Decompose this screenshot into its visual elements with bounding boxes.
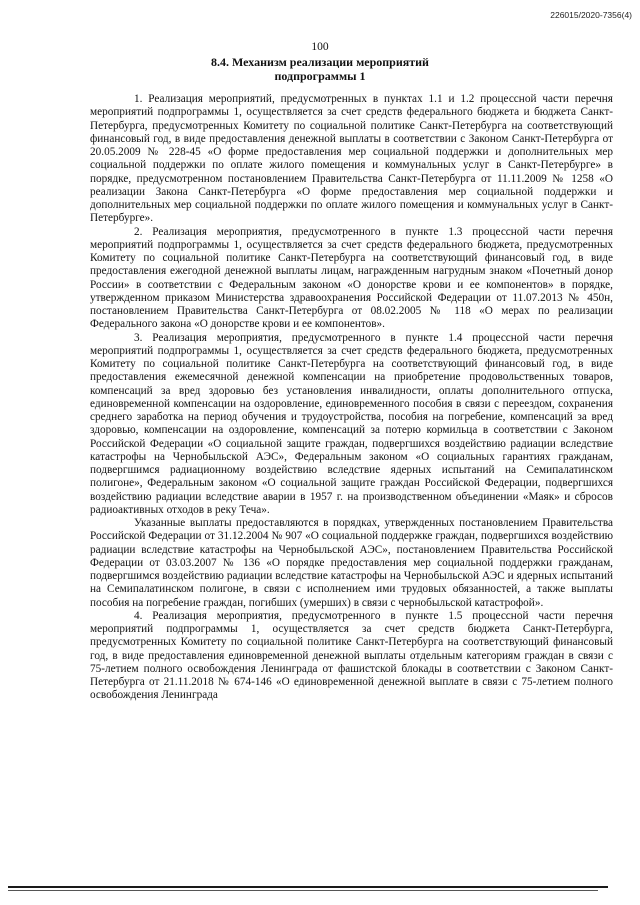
section-title-line-2: подпрограммы 1 — [274, 69, 366, 83]
section-title-line-1: 8.4. Механизм реализации мероприятий — [211, 55, 429, 69]
page-number: 100 — [311, 41, 329, 53]
document-body — [90, 93, 613, 703]
scan-edge-line — [8, 886, 608, 888]
paragraph-3-continuation: Указанные выплаты предоставляются в порядках, утвержденных постановлением Правительства Российской Федерации от 31.12.2004 № 907 «О социальной поддержке граждан, подвергшихся воздействию радиации вследствие катастрофы на Чернобыльской АЭС», постановлением Правительства Российской Федерации от 03.03.2007 № 136 «О порядке предоставления мер социальной поддержки гражданам, подвергшимся воздействию радиации вследствие катастрофы на Чернобыльской АЭС и ядерных испытаний на Семипалатинском полигоне, в связи с исполнением ими трудовых обязанностей, а также выплаты пособия на погребение граждан, погибших (умерших) в связи с чернобыльской катастрофой». — [90, 517, 613, 609]
document-registration-number: 226015/2020-7356(4) — [550, 10, 632, 20]
paragraph-3: 3. Реализация мероприятия, предусмотренного в пункте 1.4 процессной части перечня мероприятий подпрограммы 1, осуществляется за счет средств федерального бюджета, предусмотренных Комитету по социальной политике Санкт-Петербурга на соответствующий финансовый год, в виде предоставления ежемесячной денежной компенсации на приобретение продовольственных товаров, компенсаций за вред здоровью без установления инвалидности, оплаты дополнительного отпуска, единовременной компенсации на оздоровление, единовременного пособия в связи с переездом, сохранения среднего заработка на период обучения и трудоустройства, пособия на погребение, компенсаций за вред здоровью, компенсации на оздоровление, компенсаций за потерю кормильца в соответствии с Законом Российской Федерации «О социальной защите граждан, подвергшихся воздействию радиации вследствие катастрофы на Чернобыльской АЭС», Федеральным законом «О социальных гарантиях гражданам, подвергшимся радиационному воздействию вследствие ядерных испытаний на Семипалатинском полигоне», Федеральным законом «О социальной защите граждан Российской Федерации, подвергшихся воздействию радиации вследствие аварии в 1957 г. на производственном объединении «Маяк» и сбросов радиоактивных отходов в реку Теча». — [90, 331, 613, 516]
scan-edge-line-thin — [8, 890, 598, 891]
paragraph-1: 1. Реализация мероприятий, предусмотренных в пунктах 1.1 и 1.2 процессной части перечня мероприятий подпрограммы 1, осуществляется за счет средств федерального бюджета и бюджета Санкт-Петербурга, предусмотренных Комитету по социальной политике Санкт-Петербурга на соответствующий финансовый год, в виде предоставления денежной выплаты в соответствии с Законом Санкт-Петербурга от 20.05.2009 № 228-45 «О форме предоставления мер социальной поддержки и дополнительных мер социальной поддержки по оплате жилого помещения и коммунальных услуг в Санкт-Петербурге» в порядке, предусмотренном постановлением Правительства Санкт-Петербурга от 11.11.2009 № 1258 «О реализации Закона Санкт-Петербурга «О форме предоставления мер социальной поддержки и дополнительных мер социальной поддержки по оплате жилого помещения и коммунальных услуг в Санкт-Петербурге». — [90, 93, 613, 225]
paragraph-4: 4. Реализация мероприятия, предусмотренного в пункте 1.5 процессной части перечня мероприятий подпрограммы 1, осуществляется за счет средств бюджета Санкт-Петербурга, предусмотренных Комитету по социальной политике Санкт-Петербурга на соответствующий финансовый год, в виде предоставления единовременной денежной выплаты отдельным категориям граждан в связи с 75-летием полного освобождения Ленинграда от фашистской блокады в соответствии с Законом Санкт-Петербурга от 21.11.2018 № 674-146 «О единовременной денежной выплате в связи с 75-летием полного освобождения Ленинграда — [90, 609, 613, 702]
paragraph-2: 2. Реализация мероприятия, предусмотренного в пункте 1.3 процессной части перечня мероприятий подпрограммы 1, осуществляется за счет средств федерального бюджета, предусмотренных Комитету по социальной политике Санкт-Петербурга на соответствующий финансовый год, в виде предоставления ежегодной денежной выплаты лицам, награжденным нагрудным знаком «Почетный донор России» в соответствии с Федеральным законом «О донорстве крови и ее компонентов» в порядке, утвержденном приказом Министерства здравоохранения Российской Федерации от 11.07.2013 № 450н, постановлением Правительства Санкт-Петербурга от 08.02.2005 № 118 «О мерах по реализации Федерального закона «О донорстве крови и ее компонентов». — [90, 225, 613, 331]
section-title — [0, 55, 640, 83]
